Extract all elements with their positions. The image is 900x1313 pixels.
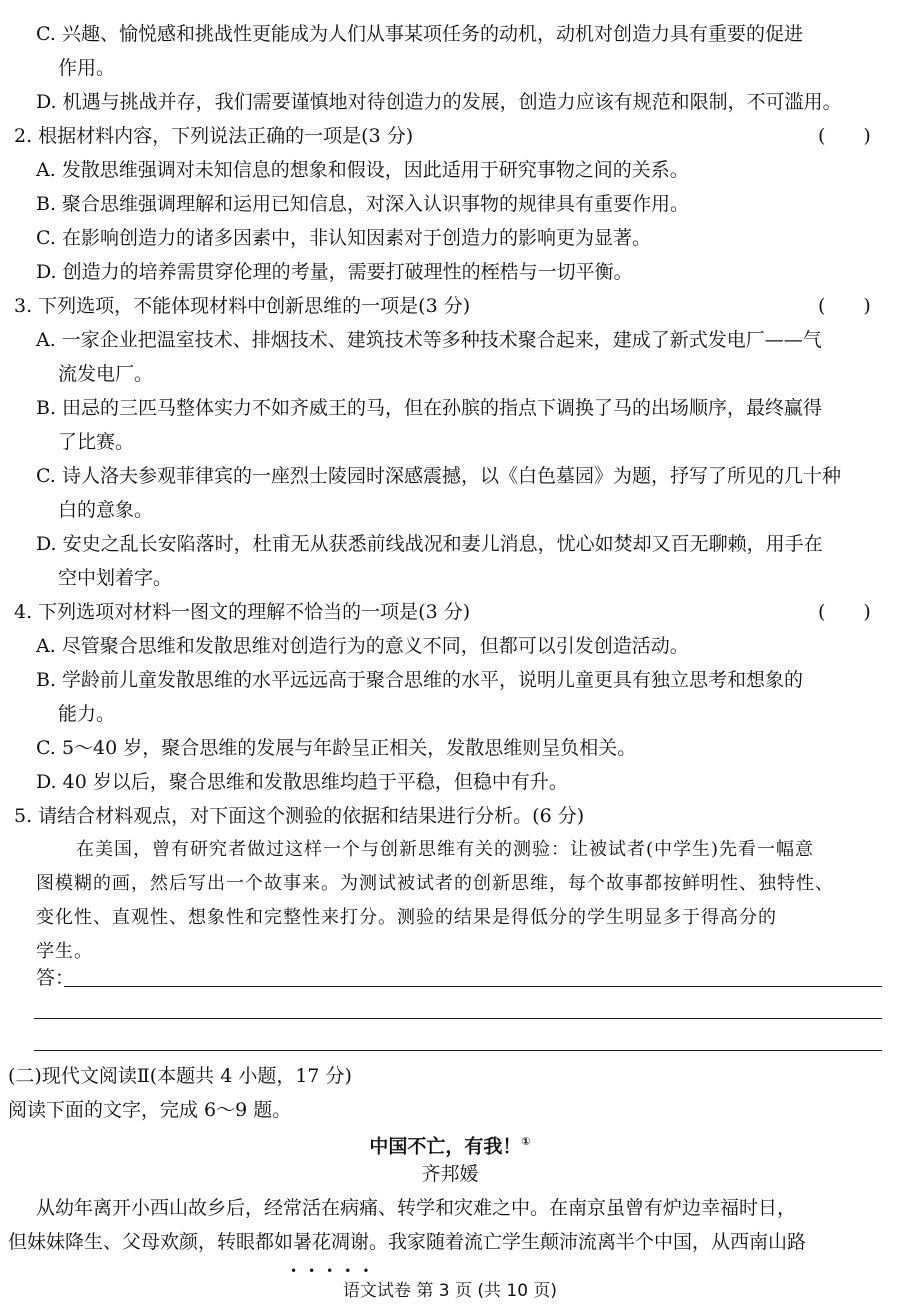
q4-option-b-line1: B. 学龄前儿童发散思维的水平远远高于聚合思维的水平，说明儿童更具有独立思考和想象的 <box>36 669 804 691</box>
q5-material-line2: 图模糊的画，然后写出一个故事来。为测试被试者的创新思维，每个故事都按鲜明性、独特性、 <box>36 873 834 894</box>
answer-line-1[interactable] <box>64 986 882 987</box>
q3-option-d-line2: 空中划着字。 <box>58 567 173 589</box>
q2-stem: 2. 根据材料内容，下列说法正确的一项是(3 分) <box>14 125 414 147</box>
q5-material-line1: 在美国，曾有研究者做过这样一个与创新思维有关的测验：让被试者(中学生)先看一幅意 <box>76 839 815 860</box>
q4-option-d: D. 40 岁以后，聚合思维和发散思维均趋于平稳，但稳中有升。 <box>36 771 568 793</box>
answer-line-2[interactable] <box>34 1018 882 1019</box>
footnote-marker: ① <box>521 1135 531 1148</box>
q4-option-c: C. 5～40 岁，聚合思维的发展与年龄呈正相关，发散思维则呈负相关。 <box>36 737 637 759</box>
q2-answer-bracket[interactable]: ( ) <box>818 125 871 147</box>
answer-line-3[interactable] <box>34 1050 882 1051</box>
section2-instruction: 阅读下面的文字，完成 6～9 题。 <box>8 1099 292 1121</box>
page-footer: 语文试卷 第 3 页 (共 10 页) <box>342 1281 558 1301</box>
q1-option-c-line2: 作用。 <box>58 57 116 79</box>
q4-option-b-line2: 能力。 <box>58 703 116 725</box>
q3-stem: 3. 下列选项，不能体现材料中创新思维的一项是(3 分) <box>14 295 471 317</box>
q3-option-a-line2: 流发电厂。 <box>58 363 154 385</box>
q2-option-d: D. 创造力的培养需贯穿伦理的考量，需要打破理性的桎梏与一切平衡。 <box>36 261 633 283</box>
article-paragraph-line2: 但妹妹降生、父母欢颜，转眼都如暑花凋谢。我家随着流亡学生颠沛流离半个中国，从西南山路 <box>8 1231 807 1253</box>
q1-option-c-line1: C. 兴趣、愉悦感和挑战性更能成为人们从事某项任务的动机，动机对创造力具有重要的促进 <box>36 23 803 45</box>
article-author: 齐邦媛 <box>421 1163 479 1185</box>
emphasis-dots: ••••• <box>290 1264 381 1278</box>
q3-option-d-line1: D. 安史之乱长安陷落时，杜甫无从获悉前线战况和妻儿消息，忧心如焚却又百无聊赖，用手在 <box>36 533 823 555</box>
q3-option-b-line2: 了比赛。 <box>58 431 135 453</box>
q5-material-line4: 学生。 <box>36 941 93 962</box>
q1-option-d: D. 机遇与挑战并存，我们需要谨慎地对待创造力的发展，创造力应该有规范和限制，不可滥用。 <box>36 91 842 113</box>
q5-material-line3: 变化性、直观性、想象性和完整性来打分。测验的结果是得低分的学生明显多于得高分的 <box>36 907 777 928</box>
q4-stem: 4. 下列选项对材料一图文的理解不恰当的一项是(3 分) <box>14 601 471 623</box>
q2-option-c: C. 在影响创造力的诸多因素中，非认知因素对于创造力的影响更为显著。 <box>36 227 651 249</box>
q5-answer-label: 答： <box>36 967 75 989</box>
q3-option-c-line1: C. 诗人洛夫参观菲律宾的一座烈士陵园时深感震撼，以《白色墓园》为题，抒写了所见的几十种 <box>36 465 841 487</box>
q5-stem: 5. 请结合材料观点，对下面这个测验的依据和结果进行分析。(6 分) <box>14 805 585 827</box>
article-paragraph-line1: 从幼年离开小西山故乡后，经常活在病痛、转学和灾难之中。在南京虽曾有炉边幸福时日， <box>36 1197 797 1219</box>
q3-option-a-line1: A. 一家企业把温室技术、排烟技术、建筑技术等多种技术聚合起来，建成了新式发电厂——气 <box>36 329 822 351</box>
q3-option-b-line1: B. 田忌的三匹马整体实力不如齐威王的马，但在孙膑的指点下调换了马的出场顺序，最终赢得 <box>36 397 823 419</box>
section2-heading: (二)现代文阅读Ⅱ(本题共 4 小题，17 分) <box>8 1065 352 1087</box>
article-title: 中国不亡，有我！① <box>369 1135 531 1158</box>
q3-answer-bracket[interactable]: ( ) <box>818 295 871 317</box>
q2-option-b: B. 聚合思维强调理解和运用已知信息，对深入认识事物的规律具有重要作用。 <box>36 193 690 215</box>
q3-option-c-line2: 白的意象。 <box>58 499 154 521</box>
q4-option-a: A. 尽管聚合思维和发散思维对创造行为的意义不同，但都可以引发创造活动。 <box>36 635 689 657</box>
q4-answer-bracket[interactable]: ( ) <box>818 601 871 623</box>
q2-option-a: A. 发散思维强调对未知信息的想象和假设，因此适用于研究事物之间的关系。 <box>36 159 689 181</box>
